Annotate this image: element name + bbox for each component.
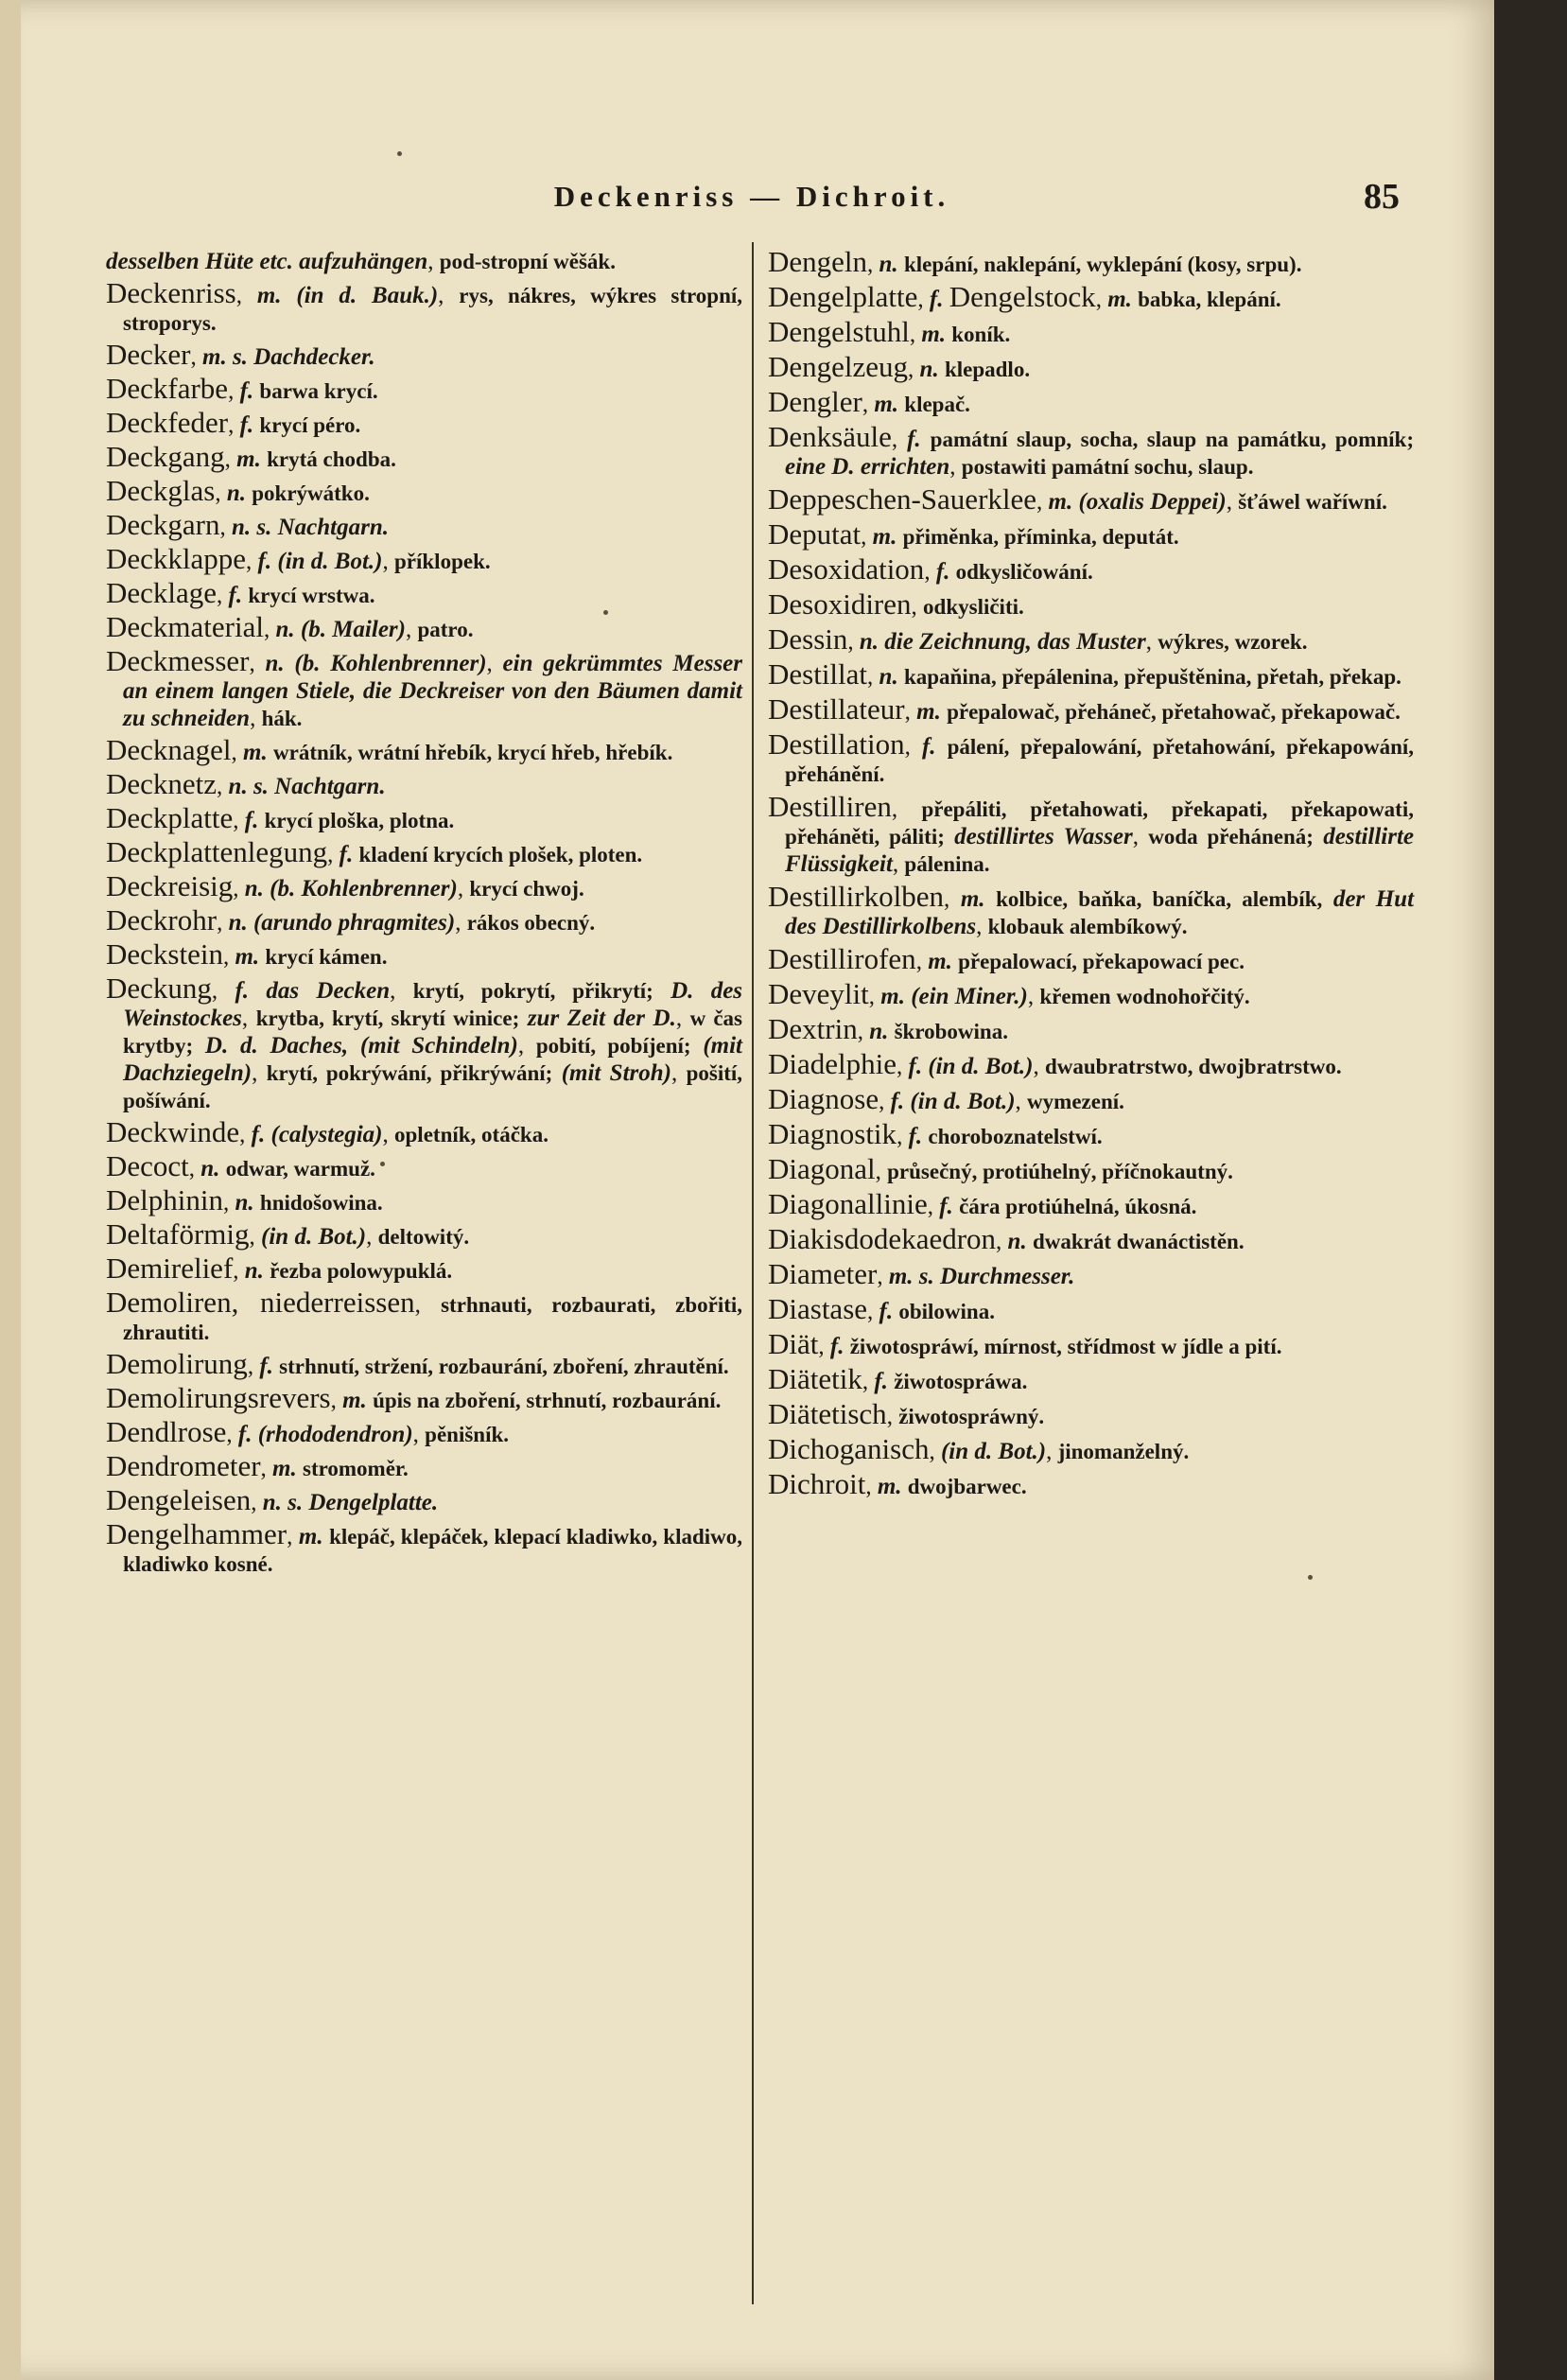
dictionary-entry: Demolirung, f. strhnutí, stržení, rozbaurání, zboření, zhrautění. <box>106 1347 729 1380</box>
dictionary-entry: Dengelstuhl, m. koník. <box>768 315 1011 348</box>
dictionary-entry: Denksäule, f. památní slaup, socha, slaup na památku, pomník; eine D. errichten, postawiti památní sochu, slaup. <box>768 420 1415 480</box>
dictionary-entry: Diakisdodekaedron, n. dwakrát dwanáctistěn. <box>768 1222 1245 1255</box>
dictionary-entry: Deckreisig, n. (b. Kohlenbrenner), krycí chwoj. <box>106 869 584 902</box>
speck <box>397 151 402 156</box>
dictionary-entry: Dessin, n. die Zeichnung, das Muster, wýkres, wzorek. <box>768 622 1308 656</box>
dictionary-entry: Diät, f. žiwotospráwí, mírnost, střídmost w jídle a pití. <box>768 1327 1282 1360</box>
dictionary-entry: Delphinin, n. hnidošowina. <box>106 1183 383 1216</box>
dictionary-entry: Diastase, f. obilowina. <box>768 1292 995 1325</box>
column-divider <box>752 242 754 2304</box>
dictionary-entry: Deckfeder, f. krycí péro. <box>106 406 361 439</box>
dictionary-entry: Demoliren, niederreissen, strhnauti, rozbaurati, zbořiti, zhrautiti. <box>106 1286 743 1344</box>
page-spine <box>0 0 21 2380</box>
dictionary-entry: Deckplattenlegung, f. kladení krycích plošek, ploten. <box>106 835 643 868</box>
dictionary-entry: Diadelphie, f. (in d. Bot.), dwaubratrstwo, dwojbratrstwo. <box>768 1047 1342 1080</box>
left-column <box>106 248 742 1582</box>
dictionary-entry: Deckmaterial, n. (b. Mailer), patro. <box>106 610 474 643</box>
dictionary-entry: Dextrin, n. škrobowina. <box>768 1012 1008 1045</box>
dictionary-entry: Deppeschen-Sauerklee, m. (oxalis Deppei), šťáwel waříwní. <box>768 482 1387 516</box>
speck <box>603 610 608 615</box>
dictionary-entry: Deckung, f. das Decken, krytí, pokrytí, přikrytí; D. des Weinstockes, krytba, krytí, skrytí winice; zur Zeit der D., w čas krytby; D. d. Daches, (mit Schindeln), pobití, pobíjení; (mit Dachziegeln), krytí, pokrýwání, přikrýwání; (mit Stroh), pošití, pošíwání. <box>106 971 743 1112</box>
dictionary-entry: Dengler, m. klepač. <box>768 385 970 418</box>
dictionary-entry: Diameter, m. s. Durchmesser. <box>768 1257 1075 1290</box>
dictionary-entry: Destillirkolben, m. kolbice, baňka, baníčka, alembík, der Hut des Destillirkolbens, klobauk alembíkowý. <box>768 880 1415 939</box>
dictionary-entry: Destillateur, m. přepalowač, přeháneč, přetahowač, překapowač. <box>768 692 1401 726</box>
dictionary-entry: Dichoganisch, (in d. Bot.), jinomanželný. <box>768 1432 1190 1465</box>
dictionary-entry: Deckmesser, n. (b. Kohlenbrenner), ein gekrümmtes Messer an einem langen Stiele, die Deckreiser von den Bäumen damit zu schneiden, hák. <box>106 644 742 731</box>
dictionary-entry: Diätetik, f. žiwotospráwa. <box>768 1362 1028 1395</box>
dictionary-entry: Deckrohr, n. (arundo phragmites), rákos obecný. <box>106 903 596 936</box>
dictionary-entry: Dengelzeug, n. klepadlo. <box>768 350 1031 383</box>
dictionary-entry: Deckwinde, f. (calystegia), opletník, otáčka. <box>106 1115 548 1148</box>
dictionary-entry: Diagonallinie, f. čára protiúhelná, úkosná. <box>768 1187 1197 1220</box>
dictionary-entry: Deckfarbe, f. barwa krycí. <box>106 372 378 405</box>
dictionary-entry: Destillat, n. kapaňina, přepálenina, přepuštěnina, přetah, překap. <box>768 657 1402 691</box>
right-column <box>768 245 1415 1505</box>
dictionary-entry: Deckglas, n. pokrýwátko. <box>106 474 370 507</box>
dictionary-entry: Diagnose, f. (in d. Bot.), wymezení. <box>768 1082 1124 1115</box>
dictionary-entry: Destilliren, přepáliti, přetahowati, překapati, překapowati, přeháněti, páliti; destillirtes Wasser, woda přehánená; destillirte Flüssigkeit, pálenina. <box>768 790 1415 877</box>
dictionary-entry: Deckenriss, m. (in d. Bauk.), rys, nákres, wýkres stropní, stroporys. <box>106 276 743 335</box>
speck <box>380 1162 385 1166</box>
dictionary-entry: Dendrometer, m. stromoměr. <box>106 1449 409 1482</box>
dictionary-entry: Deckgarn, n. s. Nachtgarn. <box>106 508 390 541</box>
page-number: 85 <box>1364 177 1400 217</box>
dictionary-entry: Dengeln, n. klepání, naklepání, wyklepání (kosy, srpu). <box>768 245 1302 278</box>
dictionary-entry: Dengelhammer, m. klepáč, klepáček, klepací kladiwko, kladiwo, kladiwko kosné. <box>106 1517 743 1576</box>
dictionary-entry: Destillation, f. pálení, přepalowání, přetahowání, překapowání, přehánění. <box>768 727 1414 786</box>
dictionary-entry: Decklage, f. krycí wrstwa. <box>106 576 375 609</box>
dictionary-entry: Decker, m. s. Dachdecker. <box>106 338 375 371</box>
dictionary-entry: Dichroit, m. dwojbarwec. <box>768 1467 1027 1500</box>
dictionary-entry: Deckklappe, f. (in d. Bot.), příklopek. <box>106 542 491 575</box>
dictionary-entry: Deveylit, m. (ein Miner.), křemen wodnohořčitý. <box>768 977 1250 1010</box>
dictionary-entry: Deckgang, m. krytá chodba. <box>106 440 396 473</box>
dictionary-entry: Decoct, n. odwar, warmuž. <box>106 1149 375 1182</box>
dictionary-entry: Dengeleisen, n. s. Dengelplatte. <box>106 1483 439 1516</box>
dictionary-entry: Demirelief, n. řezba polowypuklá. <box>106 1251 453 1285</box>
page-header <box>104 177 1400 225</box>
dictionary-entry: Diagonal, průsečný, protiúhelný, příčnokautný. <box>768 1152 1233 1185</box>
dictionary-entry: Deckplatte, f. krycí ploška, plotna. <box>106 801 455 834</box>
dictionary-entry: Dengelplatte, f. Dengelstock, m. babka, klepání. <box>768 280 1281 313</box>
dictionary-entry: Diagnostik, f. choroboznatelstwí. <box>768 1117 1103 1150</box>
dictionary-entry: Demolirungsrevers, m. úpis na zboření, strhnutí, rozbaurání. <box>106 1381 722 1414</box>
dictionary-entry: Decknetz, n. s. Nachtgarn. <box>106 767 386 800</box>
dictionary-entry: Dendlrose, f. (rhododendron), pěnišník. <box>106 1415 510 1448</box>
dictionary-entry: Destillirofen, m. přepalowací, překapowací pec. <box>768 942 1245 975</box>
dictionary-entry: Deputat, m. přiměnka, příminka, deputát. <box>768 517 1179 551</box>
speck <box>1308 1575 1313 1580</box>
dictionary-entry: Desoxidiren, odkysličiti. <box>768 587 1024 621</box>
dictionary-entry: Desoxidation, f. odkysličowání. <box>768 552 1093 586</box>
dictionary-entry: Diätetisch, žiwotospráwný. <box>768 1397 1045 1430</box>
dictionary-entry: Decknagel, m. wrátník, wrátní hřebík, krycí hřeb, hřebík. <box>106 733 673 766</box>
dictionary-entry: Deckstein, m. krycí kámen. <box>106 937 388 971</box>
running-head: Deckenriss — Dichroit. <box>553 180 950 213</box>
dictionary-entry: desselben Hüte etc. aufzuhängen, pod-stropní wěšák. <box>106 249 616 274</box>
dictionary-entry: Deltaförmig, (in d. Bot.), deltowitý. <box>106 1217 470 1251</box>
